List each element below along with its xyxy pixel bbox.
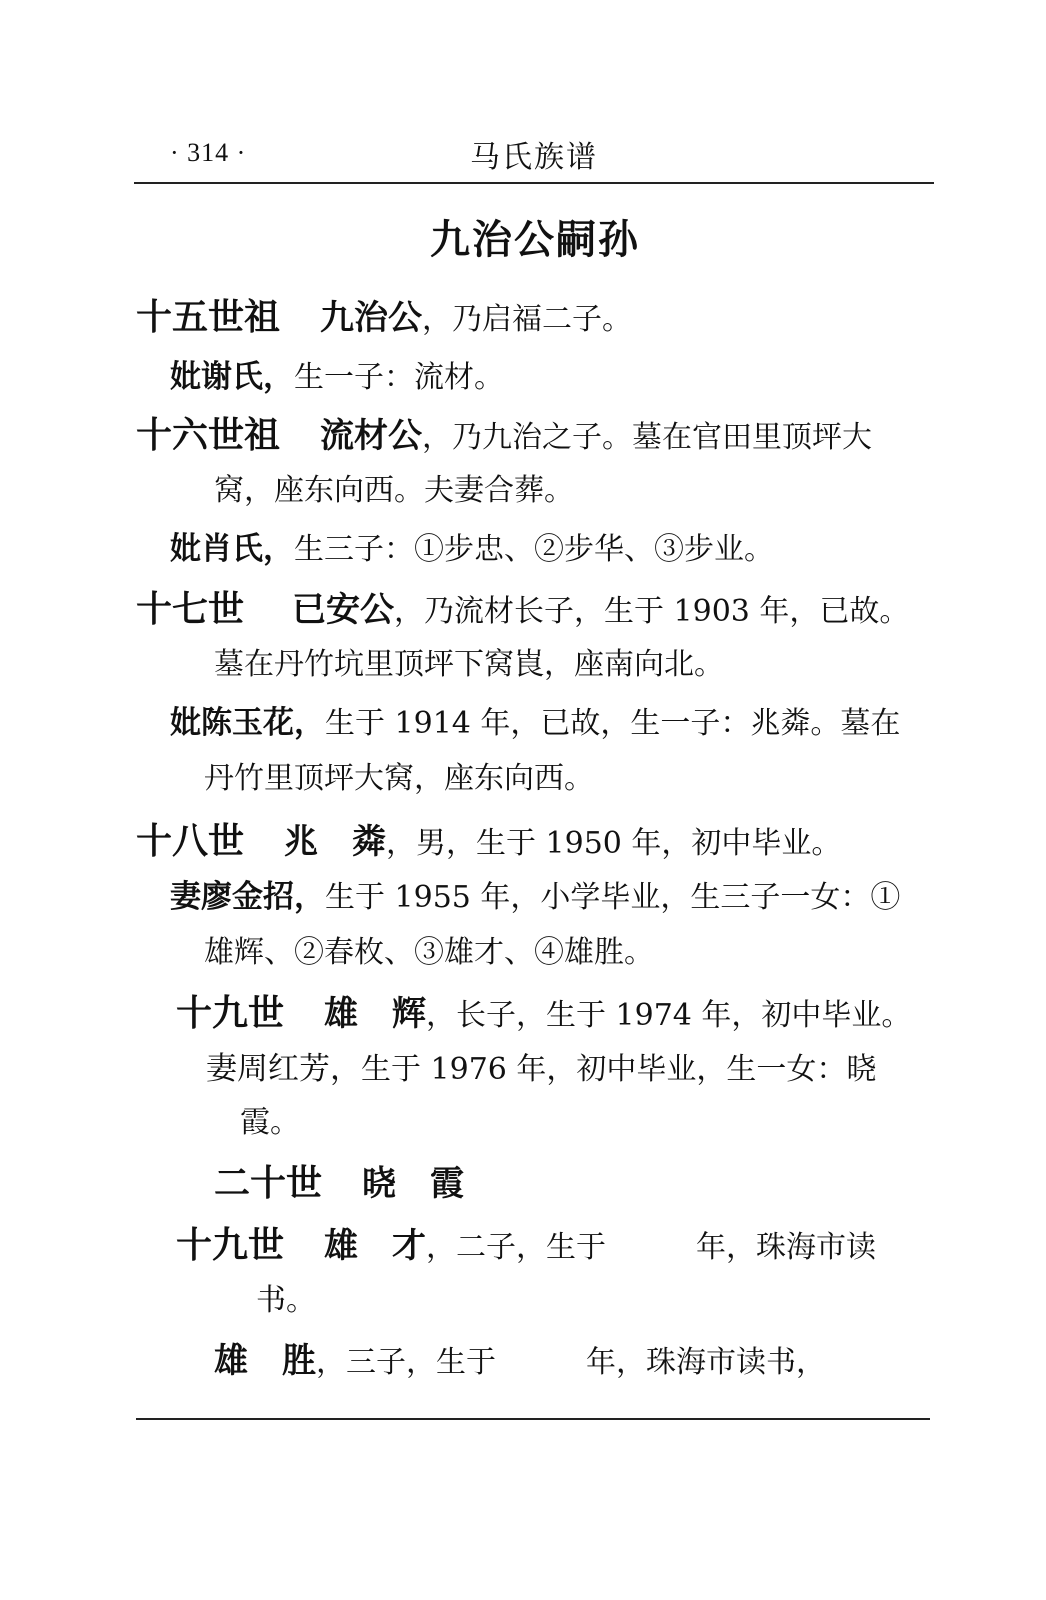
genealogy-entry-15th [136,297,633,338]
entry-text: 生于 1914 年，已故，生一子：兆粦。墓在 [325,706,901,741]
spouse-entry [206,1051,877,1087]
spouse-name: 妣肖氏， [170,531,294,567]
spouse-entry [170,359,504,395]
ancestor-name: 兆 粦 [284,822,387,862]
ancestor-name: 已安公 [292,590,395,630]
spouse-entry [170,531,774,567]
generation-label: 十六世祖 [136,415,281,456]
ancestor-name: 雄 辉 [324,994,427,1034]
spouse-entry [170,705,901,741]
footer-rule [136,1418,930,1420]
genealogy-entry-19th [176,1225,877,1266]
entry-text: ，长子，生于 1974 年，初中毕业。 [426,998,912,1033]
genealogy-entry-17th [136,589,910,630]
entry-text: ，乃九治之子。墓在官田里顶坪大 [422,420,873,455]
genealogy-entry-19th-continued [214,1341,826,1381]
header-rule [134,182,934,184]
spouse-entry [170,879,901,915]
section-title: 九治公嗣孙 [430,217,640,263]
entry-text-continued: 墓在丹竹坑里顶坪下窝崀，座南向北。 [214,647,724,682]
entry-text: 生一子：流材。 [294,360,504,395]
genealogy-entry-18th [136,821,842,862]
spouse-name: 妻周红芳， [206,1051,361,1087]
genealogy-entry-16th [136,415,873,456]
entry-text: ，乃启福二子。 [422,302,633,337]
entry-text-continued: 雄辉、②春枚、③雄才、④雄胜。 [204,935,654,970]
genealogy-entry-19th [176,993,912,1034]
entry-text: ，三子，生于 年，珠海市读书， [316,1345,826,1380]
entry-text-continued: 书。 [256,1283,316,1318]
entry-text: ，二子，生于 年，珠海市读 [426,1230,877,1265]
ancestor-name: 晓 霞 [362,1164,465,1204]
entry-text: 生于 1976 年，初中毕业，生一女：晓 [361,1052,877,1087]
generation-label: 十八世 [136,821,245,862]
entry-text: 生三子：①步忠、②步华、③步业。 [294,532,774,567]
generation-label: 十五世祖 [136,297,281,338]
genealogy-entry-20th [214,1163,465,1204]
ancestor-name: 雄 胜 [214,1341,316,1381]
generation-label: 十七世 [136,589,245,630]
entry-text: ，乃流材长子，生于 1903 年，已故。 [394,594,910,629]
entry-text-continued: 丹竹里顶坪大窝，座东向西。 [204,761,594,796]
entry-text-continued: 窝，座东向西。夫妻合葬。 [214,473,574,508]
generation-label: 二十世 [214,1163,323,1204]
entry-text: 生于 1955 年，小学毕业，生三子一女：① [325,880,901,915]
spouse-name: 妣陈玉花， [170,705,325,741]
ancestor-name: 流材公 [320,416,423,456]
running-title: 马氏族谱 [470,140,598,175]
generation-label: 十九世 [176,1225,285,1266]
spouse-name: 妣谢氏， [170,359,294,395]
ancestor-name: 雄 才 [324,1226,427,1266]
entry-text-continued: 霞。 [240,1105,300,1140]
generation-label: 十九世 [176,993,285,1034]
page-number: · 314 · [170,138,247,167]
entry-text: ，男，生于 1950 年，初中毕业。 [386,826,842,861]
spouse-name: 妻廖金招， [170,879,325,915]
ancestor-name: 九治公 [320,298,423,338]
